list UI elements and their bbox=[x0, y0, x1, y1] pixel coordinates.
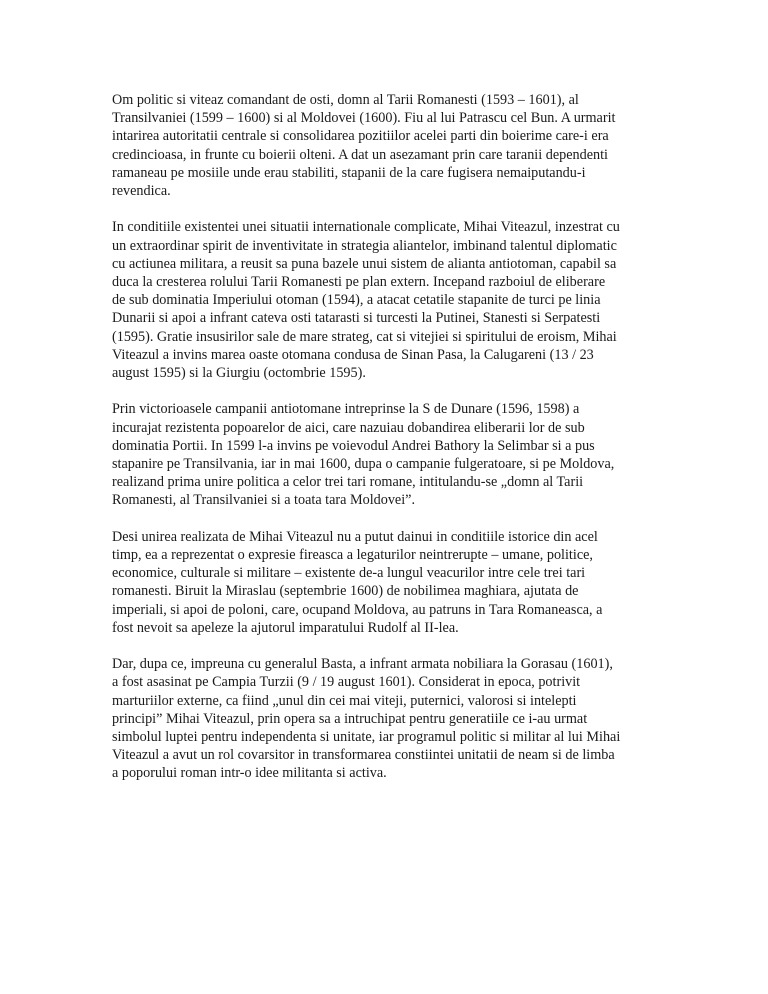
text-line: Viteazul a invins marea oaste otomana condusa de Sinan Pasa, la Calugareni (13 / 23 bbox=[112, 346, 594, 363]
text-line: Romanesti, al Transilvaniei si a toata tara Moldovei”. bbox=[112, 492, 416, 509]
paragraph-2 bbox=[112, 218, 660, 382]
paragraph-5 bbox=[112, 655, 660, 782]
text-line: In conditiile existentei unei situatii internationale complicate, Mihai Viteazul, inzestrat cu bbox=[112, 219, 620, 236]
text-line: Prin victorioasele campanii antiotomane intreprinse la S de Dunare (1596, 1598) a bbox=[112, 401, 580, 418]
text-line: timp, ea a reprezentat o expresie fireasca a legaturilor neintrerupte – umane, politice, bbox=[112, 547, 593, 564]
text-line: credincioasa, in frunte cu boierii olteni. A dat un asezamant prin care taranii dependenti bbox=[112, 146, 608, 163]
text-line: Om politic si viteaz comandant de osti, domn al Tarii Romanesti (1593 – 1601), al bbox=[112, 92, 579, 108]
text-line: fost nevoit sa apeleze la ajutorul imparatului Rudolf al II-lea. bbox=[112, 619, 459, 636]
text-line: ramaneau pe mosiile unde erau stabiliti, stapanii de la care fugisera nemaiputandu-i bbox=[112, 164, 586, 181]
text-line: de sub dominatia Imperiului otoman (1594), a atacat cetatile stapanite de turci pe linia bbox=[112, 292, 601, 309]
text-line: cu actiunea militara, a reusit sa puna bazele unui sistem de alianta antiotoman, capabil sa bbox=[112, 255, 617, 272]
document-body bbox=[112, 91, 660, 801]
paragraph-4 bbox=[112, 528, 660, 637]
paragraph-3 bbox=[112, 400, 660, 509]
text-line: principi” Mihai Viteazul, prin opera sa a intruchipat pentru generatiile ce i-au urmat bbox=[112, 710, 588, 727]
text-line: duca la cresterea rolului Tarii Romanesti pe plan extern. Incepand razboiul de eliberare bbox=[112, 274, 606, 291]
text-line: imperiali, si apoi de poloni, care, ocupand Moldova, au patruns in Tara Romaneasca, a bbox=[112, 601, 603, 618]
text-line: Transilvaniei (1599 – 1600) si al Moldovei (1600). Fiu al lui Patrascu cel Bun. A urmarit bbox=[112, 110, 616, 127]
text-line: incurajat rezistenta popoarelor de aici, care nazuiau dobandirea eliberarii lor de sub bbox=[112, 419, 585, 436]
text-line: Dar, dupa ce, impreuna cu generalul Basta, a infrant armata nobiliara la Gorasau (1601), bbox=[112, 656, 613, 673]
paragraph-1 bbox=[112, 91, 660, 200]
text-line: dominatia Portii. In 1599 l-a invins pe voievodul Andrei Bathory la Selimbar si a pus bbox=[112, 437, 595, 454]
text-line: august 1595) si la Giurgiu (octombrie 1595). bbox=[112, 365, 366, 382]
text-line: un extraordinar spirit de inventivitate in strategia aliantelor, imbinand talentul diplomatic bbox=[112, 237, 617, 254]
text-line: revendica. bbox=[112, 183, 171, 200]
text-line: simbolul luptei pentru independenta si unitate, iar programul politic si militar al lui Mihai bbox=[112, 729, 621, 746]
text-line: Viteazul a avut un rol covarsitor in transformarea constiintei unitatii de neam si de limba bbox=[112, 747, 615, 764]
text-line: Dunarii si apoi a infrant cateva osti tatarasti si turcesti la Putinei, Stanesti si Serpatesti bbox=[112, 310, 601, 327]
text-line: stapanire pe Transilvania, iar in mai 1600, dupa o campanie fulgeratoare, si pe Moldova, bbox=[112, 456, 615, 473]
text-line: a poporului roman intr-o idee militanta si activa. bbox=[112, 765, 387, 782]
text-line: intarirea autoritatii centrale si consolidarea pozitiilor acelei parti din boierime care-i era bbox=[112, 128, 609, 145]
text-line: economice, culturale si militare – existente de-a lungul veacurilor intre cele trei tari bbox=[112, 565, 586, 582]
text-line: (1595). Gratie insusirilor sale de mare strateg, cat si vitejiei si spiritului de eroism, Mihai bbox=[112, 328, 617, 345]
text-line: a fost asasinat pe Campia Turzii (9 / 19 august 1601). Considerat in epoca, potrivit bbox=[112, 674, 581, 691]
text-line: realizand prima unire politica a celor trei tari romane, intitulandu-se „domn al Tarii bbox=[112, 474, 584, 491]
text-line: marturiilor externe, ca fiind „unul din cei mai viteji, puternici, valorosi si intelepti bbox=[112, 692, 577, 709]
text-line: Desi unirea realizata de Mihai Viteazul nu a putut dainui in conditiile istorice din acel bbox=[112, 528, 598, 545]
text-line: romanesti. Biruit la Miraslau (septembrie 1600) de nobilimea maghiara, ajutata de bbox=[112, 583, 579, 600]
